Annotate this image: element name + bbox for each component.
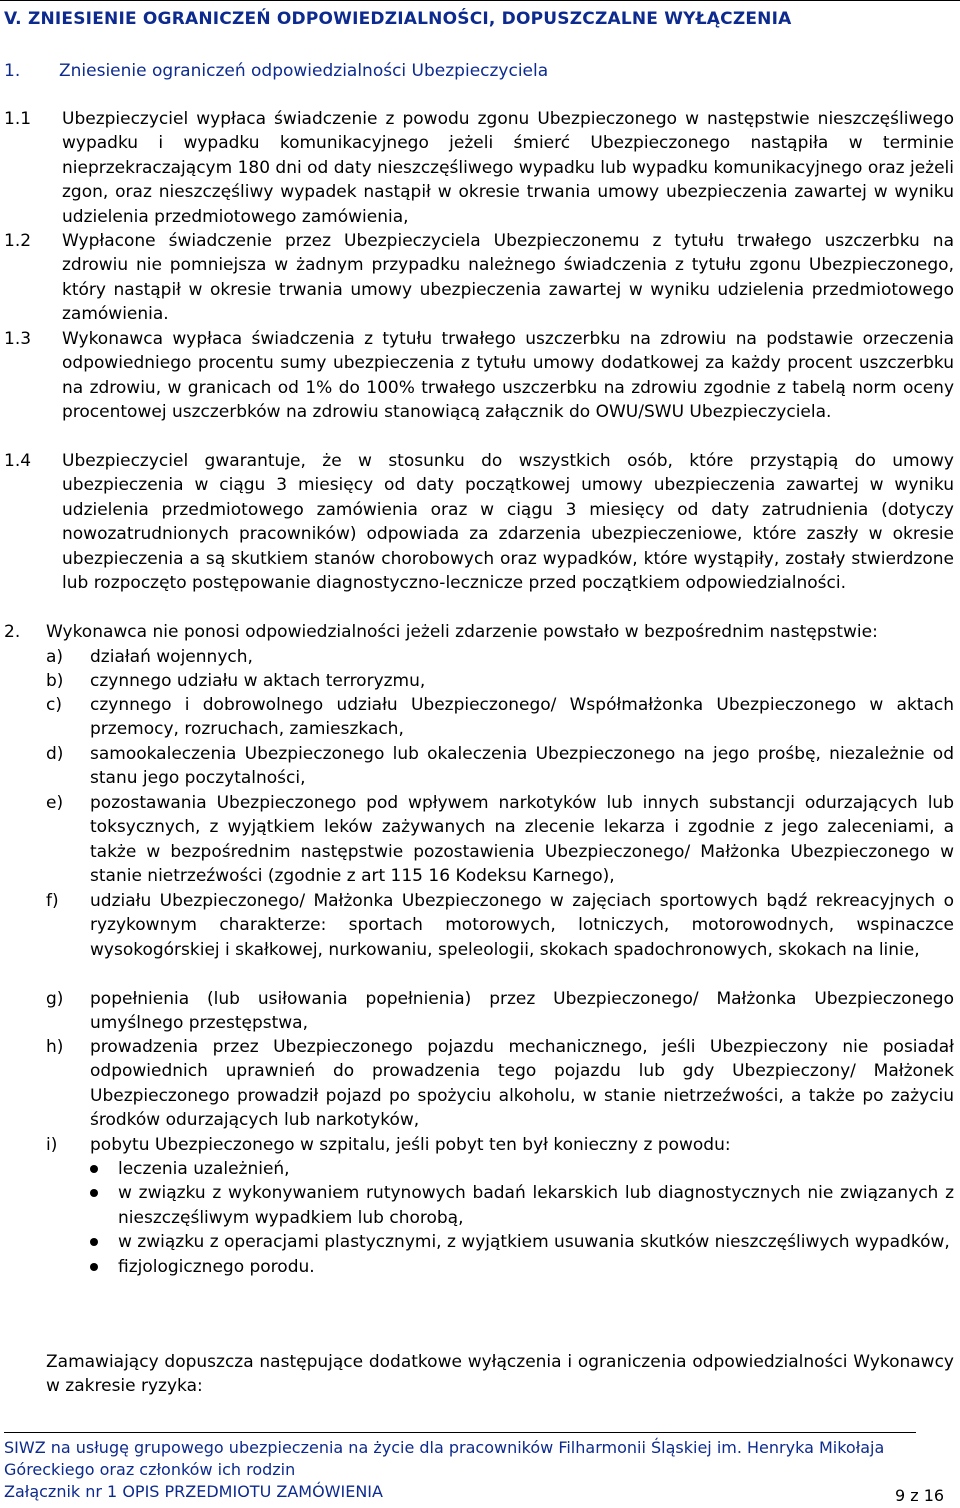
list-label: h) [46,1037,64,1057]
top-rule [0,0,960,1]
footer-rule [4,1432,916,1433]
bullet-item [90,1230,954,1254]
list-item: prowadzenia przez Ubezpieczonego pojazdu mechanicznego, jeśli Ubezpieczony nie posiadał odpowiednich uprawnień do prowadzenia tego pojazdu lub gdy Ubezpieczony/ Małżonek Ubezpieczonego prowadził pojazd po spożyciu alkoholu, w stanie nietrzeźwości, a także po zażyciu środków odurzających lub narkotyków, [90,1037,954,1131]
bullet-icon [90,1238,98,1246]
item-text: Ubezpieczyciel wypłaca świadczenie z powodu zgonu Ubezpieczonego w następstwie nieszczęśliwego wypadku i wypadku komunikacyjnego jeżeli śmierć Ubezpieczonego nastąpiła w terminie nieprzekraczającym 180 dni od daty nieszczęśliwego wypadku lub wypadku komunikacyjnego oraz jeżeli zgon, oraz nieszczęśliwy wypadek nastąpił w okresie trwania umowy ubezpieczenia zawartej w wyniku udzielenia przedmiotowego zamówienia, [62,109,954,227]
list-label: c) [46,695,62,715]
page-number: 9 z 16 [895,1486,945,1505]
section-2-intro: Wykonawca nie ponosi odpowiedzialności jeżeli zdarzenie powstało w bezpośrednim następstwie: [46,622,878,642]
list-item: pobytu Ubezpieczonego w szpitalu, jeśli pobyt ten był konieczny z powodu: [90,1135,731,1155]
section-2-number: 2. [4,622,21,642]
list-item: działań wojennych, [90,647,253,667]
bullet-text: fizjologicznego porodu. [118,1256,315,1277]
bullet-list [90,1157,954,1279]
list-item: czynnego i dobrowolnego udziału Ubezpieczonego/ Współmałżonka Ubezpieczonego w aktach przemocy, rozruchach, zamieszkach, [90,695,954,740]
list-item: popełnienia (lub usiłowania popełnienia) przez Ubezpieczonego/ Małżonka Ubezpieczonego umyślnego przestępstwa, [90,989,954,1034]
bullet-icon [90,1189,98,1197]
bullet-item [90,1181,954,1230]
subsection-1-number: 1. [4,61,21,81]
bullet-item [90,1157,954,1181]
list-item: pozostawania Ubezpieczonego pod wpływem narkotyków lub innych substancji odurzających lub toksycznych, z wyjątkiem leków zażywanych na zlecenie lekarza i zgodnie z jego zaleceniami, a także w bezpośrednim następstwie pozostawienia Ubezpieczonego/ Małżonka Ubezpieczonego w stanie nietrzeźwości (zgodnie z art 115 16 Kodeksu Karnego), [90,793,954,887]
item-number: 1.2 [4,231,32,251]
list-label: f) [46,891,59,911]
item-number: 1.1 [4,109,32,129]
bullet-text: leczenia uzależnień, [118,1159,290,1179]
item-text: Wypłacone świadczenie przez Ubezpieczyciela Ubezpieczonemu z tytułu trwałego uszczerbku na zdrowiu nie pomniejsza w żadnym przypadku należnego świadczenia z tytułu zgonu Ubezpieczonego, który nastąpił w okresie trwania umowy ubezpieczenia zawartej w wyniku udzielenia przedmiotowego zamówienia. [62,231,954,325]
item-text: Ubezpieczyciel gwarantuje, że w stosunku do wszystkich osób, które przystąpią do umowy ubezpieczenia w ciągu 3 miesięcy od daty początkowej umowy ubezpieczenia zawartej w wyniku udzielenia przedmiotowego zamówienia oraz w ciągu 3 miesięcy od daty zatrudnienia (dotyczy nowozatrudnionych pracowników) odpowiada za zdarzenia ubezpieczeniowe, które zaszły w okresie ubezpieczenia a są skutkiem stanów chorobowych oraz wypadków, które wystąpiły, zostały stwierdzone lub rozpoczęto postępowanie diagnostyczno-lecznicze przed początkiem odpowiedzialności. [62,451,954,594]
footer [4,1437,904,1503]
bullet-text: w związku z wykonywaniem rutynowych badań lekarskich lub diagnostycznych nie związanych z nieszczęśliwym wypadkiem lub chorobą, [118,1183,954,1228]
closing-paragraph: Zamawiający dopuszcza następujące dodatkowe wyłączenia i ograniczenia odpowiedzialności Wykonawcy w zakresie ryzyka: [46,1352,954,1397]
bullet-icon [90,1263,98,1271]
bullet-icon [90,1165,98,1173]
subsection-1-title [4,59,548,83]
item-number: 1.4 [4,451,32,471]
list-label: a) [46,647,64,667]
list-label: e) [46,793,64,813]
list-item: samookaleczenia Ubezpieczonego lub okaleczenia Ubezpieczonego na jego prośbę, niezależnie od stanu jego poczytalności, [90,744,954,789]
list-item: udziału Ubezpieczonego/ Małżonka Ubezpieczonego w zajęciach sportowych bądź rekreacyjnych o ryzykownym charakterze: sportach motorowych, lotniczych, motorowodnych, wspinaczce wysokogórskiej i skałkowej, nurkowaniu, speleologii, skokach spadochronowych, skokach na linie, [90,891,954,960]
footer-line-2: Załącznik nr 1 OPIS PRZEDMIOTU ZAMÓWIENIA [4,1482,383,1501]
list-item: czynnego udziału w aktach terroryzmu, [90,671,426,691]
list-label: b) [46,671,64,691]
bullet-text: w związku z operacjami plastycznymi, z wyjątkiem usuwania skutków nieszczęśliwych wypadków, [118,1232,950,1253]
footer-line-1: SIWZ na usługę grupowego ubezpieczenia na życie dla pracowników Filharmonii Śląskiej im. Henryka Mikołaja Góreckiego oraz członków ich rodzin [4,1438,885,1479]
section-heading: V. ZNIESIENIE OGRANICZEŃ ODPOWIEDZIALNOŚCI, DOPUSZCZALNE WYŁĄCZENIA [4,9,792,29]
item-text: Wykonawca wypłaca świadczenia z tytułu trwałego uszczerbku na zdrowiu na podstawie orzeczenia odpowiedniego procentu sumy ubezpieczenia z tytułu umowy dodatkowej za każdy procent uszczerbku na zdrowiu, w granicach od 1% do 100% trwałego uszczerbku na zdrowiu zgodnie z tabelą norm oceny procentowej uszczerbków na zdrowiu stanowiącą załącznik do OWU/SWU Ubezpieczyciela. [62,329,954,423]
subsection-1-text: Zniesienie ograniczeń odpowiedzialności Ubezpieczyciela [59,61,549,81]
list-label: g) [46,989,64,1009]
bullet-item [90,1255,954,1279]
list-label: d) [46,744,64,764]
list-label: i) [46,1135,58,1155]
item-number: 1.3 [4,329,32,349]
